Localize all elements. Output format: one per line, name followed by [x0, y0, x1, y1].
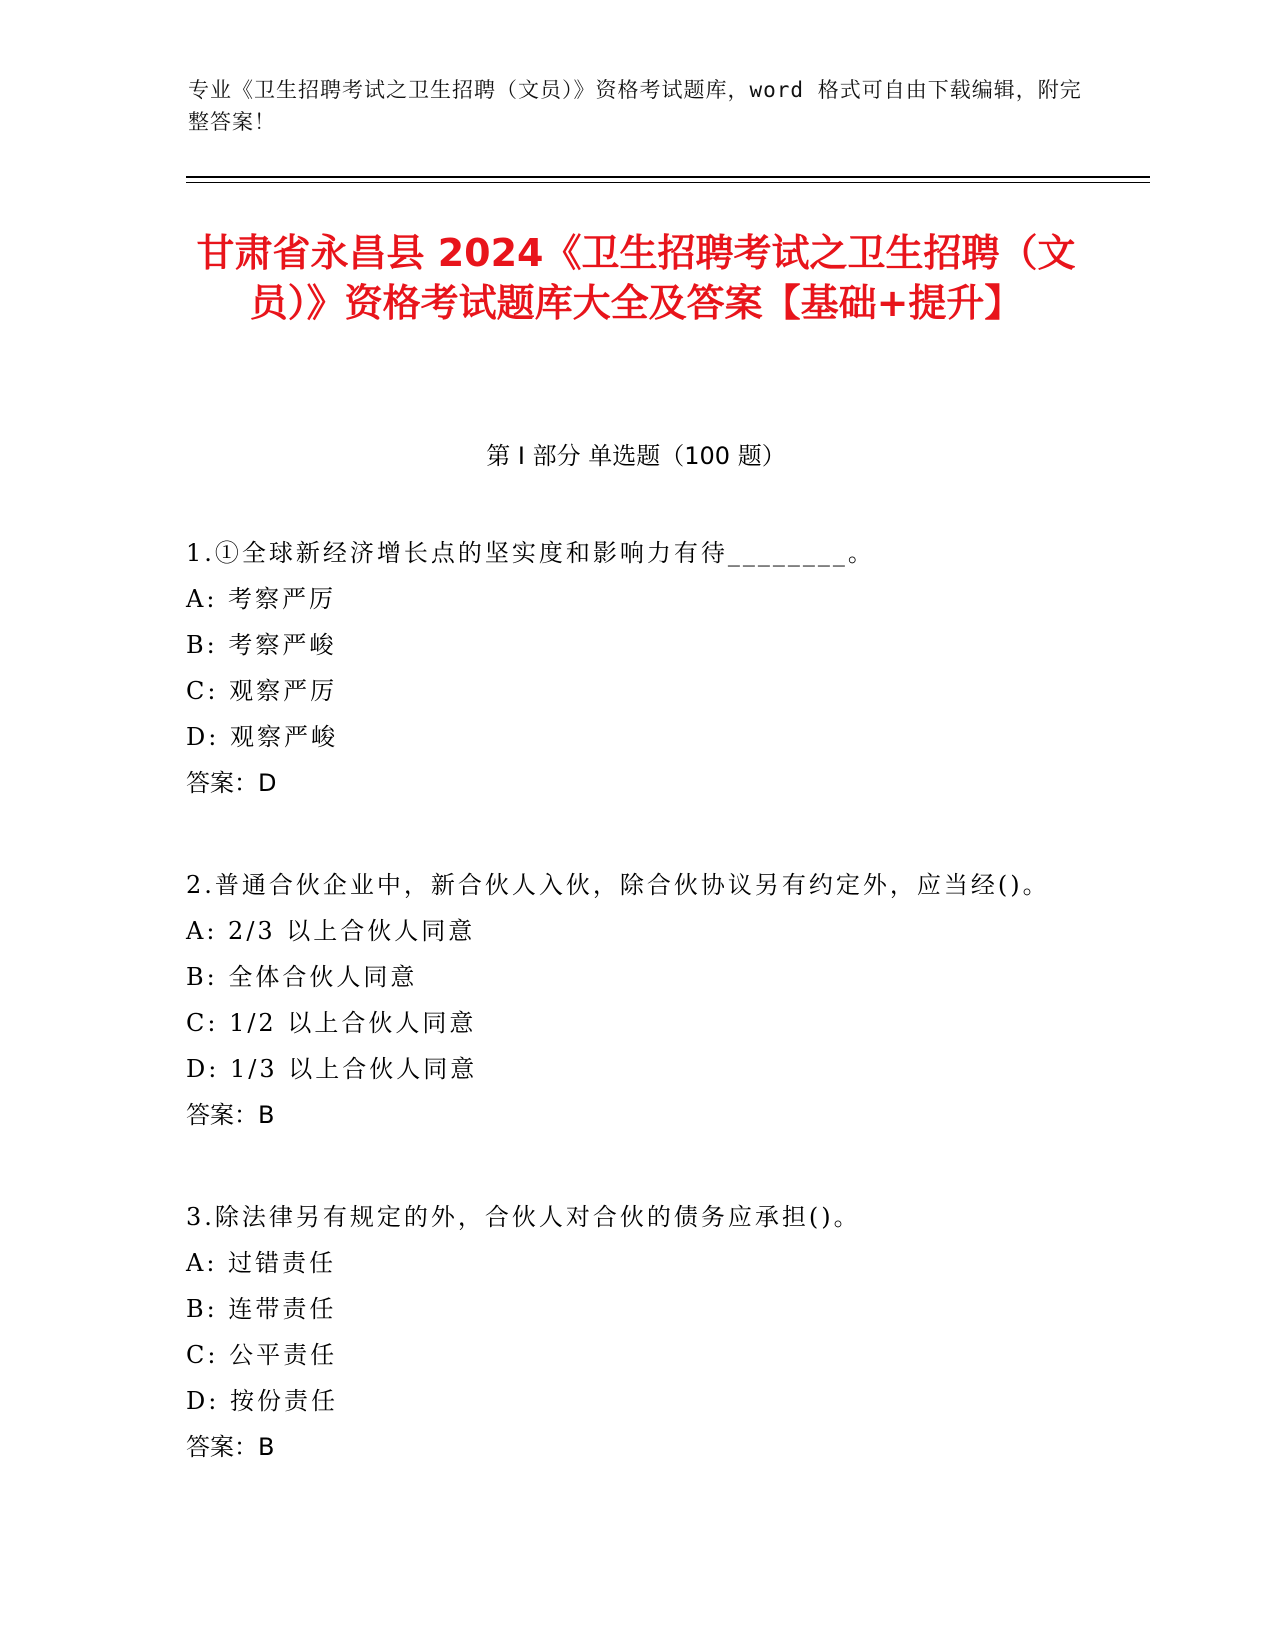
option-c: C: 观察严厉: [186, 677, 338, 705]
header-note: 专业《卫生招聘考试之卫生招聘（文员）》资格考试题库，word 格式可自由下载编辑，附完整答案！: [188, 78, 1082, 134]
section-title: 第 I 部分 单选题（100 题）: [486, 442, 786, 470]
header-divider-thin: [186, 182, 1150, 183]
document-title: 甘肃省永昌县 2024《卫生招聘考试之卫生招聘（文员）》资格考试题库大全及答案【基础+提升】: [196, 231, 1076, 325]
answer: 答案：B: [186, 1433, 275, 1461]
option-d: D: 观察严峻: [186, 723, 338, 751]
question-stem: 3.除法律另有规定的外，合伙人对合伙的债务应承担()。: [186, 1203, 861, 1231]
question-2: [186, 862, 1086, 1138]
option-c: C: 公平责任: [186, 1341, 338, 1369]
option-b: B: 全体合伙人同意: [186, 963, 418, 991]
question-1: [186, 530, 1086, 806]
option-d: D: 1/3 以上合伙人同意: [186, 1055, 478, 1083]
answer: 答案：B: [186, 1101, 275, 1129]
question-list: [186, 530, 1086, 1526]
option-c: C: 1/2 以上合伙人同意: [186, 1009, 477, 1037]
option-b: B: 连带责任: [186, 1295, 337, 1323]
option-a: A: 考察严厉: [186, 585, 337, 613]
question-3: [186, 1194, 1086, 1470]
question-stem: 2.普通合伙企业中，新合伙人入伙，除合伙协议另有约定外，应当经()。: [186, 871, 1050, 899]
option-d: D: 按份责任: [186, 1387, 338, 1415]
header-divider-thick: [186, 176, 1150, 178]
answer: 答案：D: [186, 769, 277, 797]
question-stem: 1.①全球新经济增长点的坚实度和影响力有待________。: [186, 539, 875, 567]
option-b: B: 考察严峻: [186, 631, 337, 659]
option-a: A: 2/3 以上合伙人同意: [186, 917, 476, 945]
option-a: A: 过错责任: [186, 1249, 337, 1277]
